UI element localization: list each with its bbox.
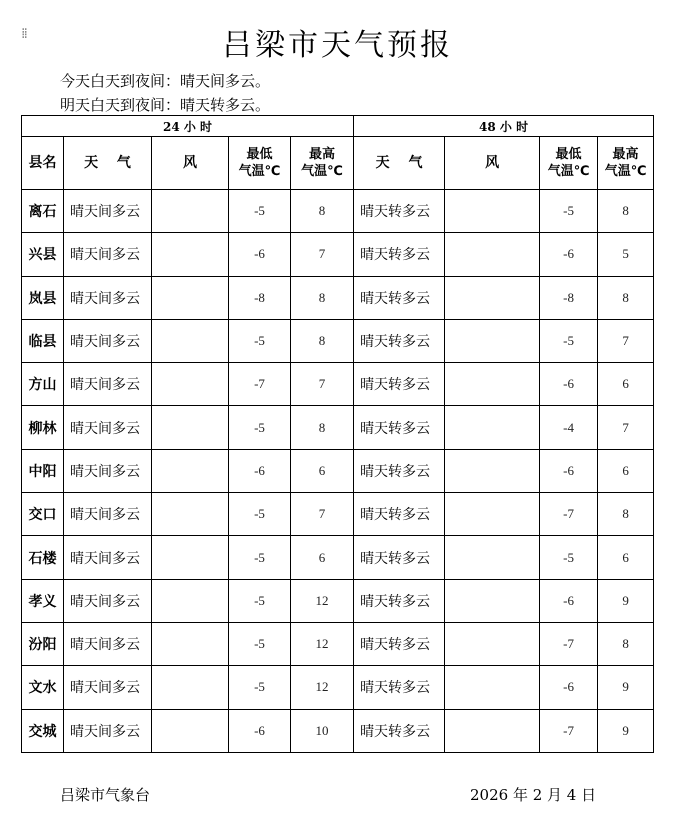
county-name: 兴县 (22, 233, 64, 276)
header-max-label: 最高 (309, 147, 336, 162)
county-name: 柳林 (22, 406, 64, 449)
county-name: 汾阳 (22, 622, 64, 665)
min-temp-24h: -5 (229, 666, 291, 709)
weather-48h: 晴天转多云 (354, 363, 445, 406)
county-name: 交城 (22, 709, 64, 752)
header-max-24 (291, 137, 354, 190)
max-temp-48h: 8 (598, 190, 654, 233)
table-row (22, 579, 654, 622)
wind-48h (445, 666, 540, 709)
max-temp-24h: 7 (291, 493, 354, 536)
issuer: 吕梁市气象台 (60, 786, 151, 804)
table-row (22, 709, 654, 752)
wind-48h (445, 276, 540, 319)
weather-48h: 晴天转多云 (354, 406, 445, 449)
min-temp-48h: -6 (540, 579, 598, 622)
wind-24h (152, 233, 229, 276)
max-temp-48h: 9 (598, 579, 654, 622)
max-temp-48h: 6 (598, 449, 654, 492)
table-row (22, 406, 654, 449)
weather-24h: 晴天间多云 (64, 622, 152, 665)
county-name: 离石 (22, 190, 64, 233)
max-temp-48h: 9 (598, 709, 654, 752)
wind-24h (152, 666, 229, 709)
wind-24h (152, 190, 229, 233)
county-name: 岚县 (22, 276, 64, 319)
max-temp-24h: 8 (291, 406, 354, 449)
weather-24h: 晴天间多云 (64, 579, 152, 622)
min-temp-48h: -7 (540, 493, 598, 536)
max-temp-48h: 7 (598, 319, 654, 362)
header-weather-24: 天 气 (64, 137, 152, 190)
county-name: 临县 (22, 319, 64, 362)
max-temp-24h: 8 (291, 276, 354, 319)
weather-24h: 晴天间多云 (64, 233, 152, 276)
weather-24h: 晴天间多云 (64, 276, 152, 319)
table-row (22, 319, 654, 362)
wind-48h (445, 406, 540, 449)
wind-24h (152, 709, 229, 752)
wind-48h (445, 319, 540, 362)
table-row (22, 190, 654, 233)
min-temp-48h: -7 (540, 709, 598, 752)
header-temp-unit: 气温℃ (604, 164, 647, 179)
weather-24h: 晴天间多云 (64, 190, 152, 233)
weather-48h: 晴天转多云 (354, 493, 445, 536)
summary-tomorrow: 明天白天到夜间：晴天转多云。 (60, 96, 271, 114)
min-temp-24h: -6 (229, 233, 291, 276)
header-max-label: 最高 (612, 147, 639, 162)
max-temp-48h: 8 (598, 622, 654, 665)
max-temp-24h: 7 (291, 363, 354, 406)
weather-48h: 晴天转多云 (354, 536, 445, 579)
min-temp-24h: -5 (229, 406, 291, 449)
wind-48h (445, 493, 540, 536)
table-row (22, 536, 654, 579)
header-min-label: 最低 (555, 147, 582, 162)
table-row (22, 666, 654, 709)
wind-48h (445, 233, 540, 276)
min-temp-24h: -5 (229, 190, 291, 233)
weather-24h: 晴天间多云 (64, 709, 152, 752)
table-row (22, 363, 654, 406)
min-temp-48h: -8 (540, 276, 598, 319)
min-temp-48h: -5 (540, 536, 598, 579)
header-weather-48: 天 气 (354, 137, 445, 190)
group-24h: 24 小 时 (22, 116, 354, 137)
table-row (22, 276, 654, 319)
forecast-table (21, 115, 654, 753)
weather-48h: 晴天转多云 (354, 709, 445, 752)
wind-24h (152, 406, 229, 449)
wind-48h (445, 190, 540, 233)
min-temp-24h: -6 (229, 449, 291, 492)
weather-48h: 晴天转多云 (354, 579, 445, 622)
wind-24h (152, 319, 229, 362)
wind-24h (152, 493, 229, 536)
group-48h: 48 小 时 (354, 116, 654, 137)
header-county: 县名 (22, 137, 64, 190)
weather-24h: 晴天间多云 (64, 319, 152, 362)
group-header-row (22, 116, 654, 137)
max-temp-24h: 12 (291, 622, 354, 665)
min-temp-48h: -5 (540, 190, 598, 233)
max-temp-48h: 6 (598, 536, 654, 579)
table-row (22, 622, 654, 665)
weather-24h: 晴天间多云 (64, 536, 152, 579)
max-temp-24h: 8 (291, 190, 354, 233)
max-temp-48h: 8 (598, 276, 654, 319)
header-max-48 (598, 137, 654, 190)
min-temp-24h: -5 (229, 493, 291, 536)
min-temp-48h: -6 (540, 363, 598, 406)
min-temp-24h: -6 (229, 709, 291, 752)
min-temp-48h: -6 (540, 449, 598, 492)
wind-24h (152, 363, 229, 406)
table-row (22, 449, 654, 492)
weather-24h: 晴天间多云 (64, 406, 152, 449)
weather-48h: 晴天转多云 (354, 233, 445, 276)
min-temp-48h: -4 (540, 406, 598, 449)
header-temp-unit: 气温℃ (238, 164, 281, 179)
weather-48h: 晴天转多云 (354, 319, 445, 362)
wind-48h (445, 709, 540, 752)
wind-48h (445, 363, 540, 406)
county-name: 交口 (22, 493, 64, 536)
header-temp-unit: 气温℃ (301, 164, 343, 179)
weather-48h: 晴天转多云 (354, 276, 445, 319)
header-min-24 (229, 137, 291, 190)
weather-24h: 晴天间多云 (64, 493, 152, 536)
header-wind-48: 风 (445, 137, 540, 190)
county-name: 方山 (22, 363, 64, 406)
min-temp-24h: -5 (229, 579, 291, 622)
min-temp-24h: -5 (229, 622, 291, 665)
max-temp-48h: 6 (598, 363, 654, 406)
weather-24h: 晴天间多云 (64, 666, 152, 709)
max-temp-24h: 12 (291, 579, 354, 622)
min-temp-24h: -5 (229, 536, 291, 579)
wind-48h (445, 449, 540, 492)
max-temp-24h: 12 (291, 666, 354, 709)
min-temp-48h: -5 (540, 319, 598, 362)
max-temp-48h: 9 (598, 666, 654, 709)
summary-today: 今天白天到夜间：晴天间多云。 (60, 72, 271, 90)
max-temp-48h: 5 (598, 233, 654, 276)
weather-24h: 晴天间多云 (64, 449, 152, 492)
max-temp-48h: 7 (598, 406, 654, 449)
weather-48h: 晴天转多云 (354, 622, 445, 665)
wind-24h (152, 449, 229, 492)
min-temp-48h: -7 (540, 622, 598, 665)
min-temp-24h: -5 (229, 319, 291, 362)
weather-48h: 晴天转多云 (354, 449, 445, 492)
wind-48h (445, 579, 540, 622)
weather-48h: 晴天转多云 (354, 190, 445, 233)
table-row (22, 233, 654, 276)
max-temp-24h: 7 (291, 233, 354, 276)
wind-48h (445, 536, 540, 579)
county-name: 文水 (22, 666, 64, 709)
page-title: 吕梁市天气预报 (222, 28, 453, 63)
max-temp-24h: 10 (291, 709, 354, 752)
max-temp-24h: 8 (291, 319, 354, 362)
table-row (22, 493, 654, 536)
wind-48h (445, 622, 540, 665)
county-name: 中阳 (22, 449, 64, 492)
column-header-row (22, 137, 654, 190)
min-temp-24h: -7 (229, 363, 291, 406)
min-temp-24h: -8 (229, 276, 291, 319)
header-min-label: 最低 (246, 147, 273, 162)
drag-handle-icon[interactable]: ⁞⁞ (21, 26, 26, 42)
header-min-48 (540, 137, 598, 190)
min-temp-48h: -6 (540, 666, 598, 709)
county-name: 孝义 (22, 579, 64, 622)
weather-48h: 晴天转多云 (354, 666, 445, 709)
min-temp-48h: -6 (540, 233, 598, 276)
wind-24h (152, 536, 229, 579)
wind-24h (152, 622, 229, 665)
weather-24h: 晴天间多云 (64, 363, 152, 406)
max-temp-24h: 6 (291, 449, 354, 492)
max-temp-24h: 6 (291, 536, 354, 579)
header-wind-24: 风 (152, 137, 229, 190)
issue-date: 2026 年 2 月 4 日 (470, 786, 597, 804)
header-temp-unit: 气温℃ (547, 164, 590, 179)
wind-24h (152, 579, 229, 622)
county-name: 石楼 (22, 536, 64, 579)
max-temp-48h: 8 (598, 493, 654, 536)
wind-24h (152, 276, 229, 319)
